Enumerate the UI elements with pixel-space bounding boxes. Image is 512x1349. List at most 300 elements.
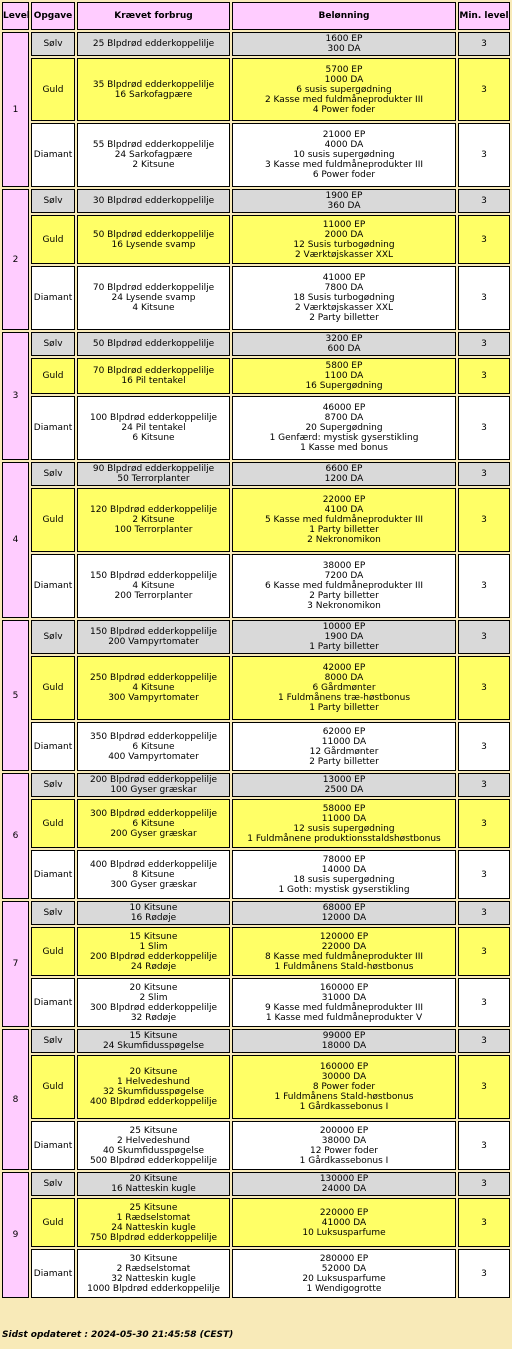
table-row [2, 554, 510, 618]
requirement-line: 20 Kitsune [129, 1067, 178, 1077]
reward-line: 1 Fuldmånens Stald-høstbonus [274, 961, 414, 972]
min-level-cell: 3 [458, 189, 510, 213]
requirement-line: 4 Kitsune [132, 303, 175, 313]
reward-line: 6 Gårdmønter [312, 683, 376, 693]
requirement-cell [77, 189, 230, 213]
min-level-cell: 3 [458, 901, 510, 925]
min-level-cell: 3 [458, 123, 510, 187]
reward-line: 78000 EP [322, 854, 366, 865]
requirement-line: 100 Terrorplanter [114, 525, 193, 535]
task-cell: Diamant [31, 850, 75, 899]
requirement-line: 16 Pil tentakel [121, 376, 186, 386]
task-cell: Diamant [31, 396, 75, 460]
requirement-cell [77, 358, 230, 394]
requirement-cell [77, 978, 230, 1027]
requirement-line: 1000 Blpdrød edderkoppelilje [87, 1283, 220, 1294]
reward-cell [232, 722, 456, 771]
reward-cell [232, 488, 456, 552]
requirement-cell [77, 332, 230, 356]
requirement-cell [77, 1055, 230, 1119]
reward-line: 18000 DA [321, 1041, 367, 1051]
task-cell: Guld [31, 488, 75, 552]
reward-line: 22000 EP [322, 495, 366, 505]
requirement-line: 6 Kitsune [132, 818, 175, 829]
reward-line: 3 Kasse med fuldmåneprodukter III [264, 160, 424, 170]
reward-cell [232, 1121, 456, 1170]
requirement-line: 300 Blpdrød edderkoppelilje [89, 808, 218, 819]
requirement-line: 150 Blpdrød edderkoppelilje [89, 627, 218, 637]
requirement-cell [77, 773, 230, 797]
requirement-line: 24 Rødøje [130, 961, 177, 972]
reward-line: 1600 EP [325, 34, 363, 44]
min-level-cell: 3 [458, 266, 510, 330]
reward-cell [232, 850, 456, 899]
requirement-line: 100 Gyser græskar [110, 785, 197, 795]
task-cell: Guld [31, 799, 75, 848]
reward-line: 1 Party billetter [309, 703, 379, 713]
reward-cell [232, 1249, 456, 1298]
min-level-cell: 3 [458, 850, 510, 899]
reward-line: 220000 EP [319, 1207, 369, 1218]
reward-cell [232, 901, 456, 925]
reward-line: 280000 EP [319, 1253, 369, 1264]
requirement-line: 350 Blpdrød edderkoppelilje [89, 731, 218, 742]
reward-line: 42000 EP [322, 663, 366, 673]
min-level-cell: 3 [458, 358, 510, 394]
reward-cell [232, 32, 456, 56]
task-cell: Sølv [31, 462, 75, 486]
reward-cell [232, 1172, 456, 1196]
reward-cell [232, 396, 456, 460]
requirement-line: 90 Blpdrød edderkoppelilje [92, 464, 215, 474]
reward-line: 1 Genfærd: mystisk gyserstikling [269, 433, 419, 443]
requirement-line: 500 Blpdrød edderkoppelilje [89, 1155, 218, 1166]
reward-line: 1900 EP [325, 191, 363, 201]
last-updated: Sidst opdateret : 2024-05-30 21:45:58 (CEST) [2, 1330, 234, 1340]
reward-line: 130000 EP [319, 1174, 369, 1184]
reward-line: 9 Kasse med fuldmåneprodukter III [264, 1002, 424, 1013]
requirement-line: 8 Kitsune [132, 869, 175, 880]
requirement-line: 16 Natteskin kugle [111, 1184, 196, 1194]
requirement-cell [77, 488, 230, 552]
requirement-line: 200 Terrorplanter [114, 591, 193, 601]
requirement-line: 400 Vampyrtomater [108, 751, 199, 762]
requirement-line: 250 Blpdrød edderkoppelilje [89, 673, 218, 683]
requirement-line: 300 Blpdrød edderkoppelilje [89, 1002, 218, 1013]
table-row [2, 799, 510, 848]
reward-line: 1 Gårdkassebonus I [299, 1102, 389, 1112]
task-cell: Diamant [31, 554, 75, 618]
reward-line: 1 Fuldmånene produktionsstaldshøstbonus [247, 833, 441, 844]
reward-line: 1 Wendigogrotte [306, 1283, 382, 1294]
requirement-line: 200 Vampyrtomater [108, 637, 199, 647]
reward-cell [232, 1029, 456, 1053]
table-row [2, 488, 510, 552]
requirement-line: 2 Helvedeshund [116, 1135, 191, 1146]
task-cell: Diamant [31, 978, 75, 1027]
reward-cell [232, 58, 456, 121]
requirement-cell [77, 927, 230, 976]
table-body [2, 32, 510, 1298]
min-level-cell: 3 [458, 332, 510, 356]
reward-line: 120000 EP [319, 931, 369, 942]
requirement-line: 200 Blpdrød edderkoppelilje [89, 775, 218, 785]
requirement-line: 16 Lysende svamp [111, 239, 196, 250]
reward-line: 200000 EP [319, 1125, 369, 1136]
requirement-line: 15 Kitsune [129, 931, 178, 942]
min-level-cell: 3 [458, 462, 510, 486]
requirement-cell [77, 901, 230, 925]
requirement-line: 1 Helvedeshund [116, 1077, 191, 1087]
min-level-cell: 3 [458, 215, 510, 264]
task-cell: Diamant [31, 266, 75, 330]
task-cell: Sølv [31, 773, 75, 797]
task-cell: Sølv [31, 1172, 75, 1196]
reward-line: 31000 DA [321, 992, 367, 1003]
task-cell: Guld [31, 1055, 75, 1119]
reward-line: 5700 EP [325, 64, 363, 75]
table-row [2, 722, 510, 771]
task-cell: Diamant [31, 1121, 75, 1170]
requirement-line: 4 Kitsune [132, 581, 175, 591]
reward-line: 41000 EP [322, 273, 366, 283]
reward-line: 11000 DA [321, 813, 367, 824]
task-cell: Diamant [31, 722, 75, 771]
task-cell: Guld [31, 358, 75, 394]
requirement-line: 50 Blpdrød edderkoppelilje [92, 339, 215, 349]
requirement-line: 30 Kitsune [129, 1253, 178, 1264]
header-row [2, 2, 510, 30]
reward-line: 2000 DA [324, 229, 364, 240]
reward-line: 1 Fuldmånens træ-høstbonus [277, 693, 411, 703]
requirement-line: 2 Rædselstomat [116, 1263, 191, 1274]
reward-line: 6600 EP [325, 464, 363, 474]
table-row [2, 850, 510, 899]
task-cell: Sølv [31, 620, 75, 654]
min-level-cell: 3 [458, 1172, 510, 1196]
reward-line: 300 DA [327, 44, 361, 54]
min-level-cell: 3 [458, 396, 510, 460]
reward-line: 2500 DA [324, 785, 364, 795]
requirement-cell [77, 850, 230, 899]
requirement-line: 32 Natteskin kugle [111, 1273, 196, 1284]
requirement-line: 15 Kitsune [129, 1031, 178, 1041]
requirement-line: 50 Blpdrød edderkoppelilje [92, 229, 215, 240]
requirement-line: 1 Slim [139, 941, 168, 952]
requirement-line: 120 Blpdrød edderkoppelilje [89, 505, 218, 515]
reward-line: 8000 DA [324, 673, 364, 683]
task-cell: Guld [31, 927, 75, 976]
table-row [2, 656, 510, 720]
table-row [2, 1172, 510, 1196]
task-cell: Guld [31, 1198, 75, 1247]
reward-line: 58000 EP [322, 803, 366, 814]
reward-line: 2 Kasse med fuldmåneprodukter III [264, 94, 424, 105]
min-level-cell: 3 [458, 32, 510, 56]
reward-line: 12 susis supergødning [293, 823, 395, 834]
requirement-line: 2 Kitsune [132, 515, 175, 525]
level-cell: 7 [2, 901, 29, 1027]
requirement-cell [77, 266, 230, 330]
min-level-cell: 3 [458, 488, 510, 552]
min-level-cell: 3 [458, 1029, 510, 1053]
requirement-cell [77, 123, 230, 187]
requirement-line: 32 Skumfidusspøgelse [102, 1087, 205, 1097]
reward-line: 38000 DA [321, 1135, 367, 1146]
reward-line: 1000 DA [324, 74, 364, 85]
reward-line: 41000 DA [321, 1217, 367, 1228]
requirement-line: 1 Rædselstomat [116, 1212, 191, 1223]
requirement-cell [77, 462, 230, 486]
header-min-level: Min. level [458, 2, 510, 30]
table-row [2, 773, 510, 797]
reward-cell [232, 1198, 456, 1247]
reward-line: 14000 DA [321, 864, 367, 875]
requirement-line: 300 Gyser græskar [110, 879, 197, 890]
reward-line: 12000 DA [321, 913, 367, 923]
table-row [2, 927, 510, 976]
requirement-line: 750 Blpdrød edderkoppelilje [89, 1232, 218, 1243]
task-cell: Sølv [31, 32, 75, 56]
requirement-line: 55 Blpdrød edderkoppelilje [92, 140, 215, 150]
reward-line: 20 Supergødning [305, 423, 383, 433]
table-row [2, 215, 510, 264]
reward-line: 1 Party billetter [309, 525, 379, 535]
reward-line: 10000 EP [322, 622, 366, 632]
requirement-line: 35 Blpdrød edderkoppelilje [92, 79, 215, 90]
requirement-line: 70 Blpdrød edderkoppelilje [92, 366, 215, 376]
requirement-line: 6 Kitsune [132, 433, 175, 443]
requirement-line: 20 Kitsune [129, 1174, 178, 1184]
min-level-cell: 3 [458, 656, 510, 720]
reward-line: 18 susis supergødning [293, 874, 395, 885]
requirement-line: 16 Sarkofagpære [114, 89, 193, 100]
reward-line: 7800 DA [324, 283, 364, 293]
reward-line: 1 Gårdkassebonus I [299, 1155, 389, 1166]
reward-line: 6 susis supergødning [296, 84, 392, 95]
reward-line: 1 Kasse med fuldmåneprodukter V [265, 1012, 423, 1023]
requirement-line: 4 Kitsune [132, 683, 175, 693]
task-cell: Diamant [31, 1249, 75, 1298]
task-cell: Guld [31, 215, 75, 264]
min-level-cell: 3 [458, 799, 510, 848]
requirement-cell [77, 58, 230, 121]
reward-cell [232, 620, 456, 654]
requirement-cell [77, 1121, 230, 1170]
reward-cell [232, 215, 456, 264]
requirement-line: 25 Blpdrød edderkoppelilje [92, 39, 215, 49]
reward-line: 2 Værktøjskasser XXL [294, 303, 394, 313]
reward-line: 8 Power foder [312, 1082, 376, 1092]
min-level-cell: 3 [458, 554, 510, 618]
min-level-cell: 3 [458, 927, 510, 976]
requirement-line: 25 Kitsune [129, 1125, 178, 1136]
level-cell: 5 [2, 620, 29, 771]
header-level: Level [2, 2, 29, 30]
min-level-cell: 3 [458, 58, 510, 121]
requirement-cell [77, 1029, 230, 1053]
reward-line: 1200 DA [324, 474, 364, 484]
reward-line: 2 Party billetter [309, 313, 379, 323]
reward-line: 5 Kasse med fuldmåneprodukter III [264, 515, 424, 525]
requirement-line: 30 Blpdrød edderkoppelilje [92, 196, 215, 206]
requirement-line: 24 Skumfidusspøgelse [102, 1041, 205, 1051]
requirement-line: 300 Vampyrtomater [108, 693, 199, 703]
reward-line: 1100 DA [324, 371, 364, 381]
reward-line: 30000 DA [321, 1072, 367, 1082]
requirement-line: 20 Kitsune [129, 982, 178, 993]
reward-line: 22000 DA [321, 941, 367, 952]
reward-cell [232, 554, 456, 618]
requirement-line: 400 Blpdrød edderkoppelilje [89, 1097, 218, 1107]
requirement-line: 10 Kitsune [129, 903, 178, 913]
reward-cell [232, 123, 456, 187]
level-cell: 8 [2, 1029, 29, 1170]
header-reward: Belønning [232, 2, 456, 30]
table-row [2, 901, 510, 925]
requirement-cell [77, 1172, 230, 1196]
table-row [2, 332, 510, 356]
reward-cell [232, 1055, 456, 1119]
reward-line: 16 Supergødning [305, 381, 383, 391]
min-level-cell: 3 [458, 1121, 510, 1170]
reward-line: 3200 EP [325, 334, 363, 344]
requirement-line: 200 Gyser græskar [110, 828, 197, 839]
reward-line: 8 Kasse med fuldmåneprodukter III [264, 951, 424, 962]
table-row [2, 123, 510, 187]
reward-line: 21000 EP [322, 130, 366, 140]
requirement-cell [77, 1198, 230, 1247]
task-cell: Sølv [31, 189, 75, 213]
requirement-line: 150 Blpdrød edderkoppelilje [89, 571, 218, 581]
requirement-cell [77, 1249, 230, 1298]
requirement-line: 25 Kitsune [129, 1202, 178, 1213]
min-level-cell: 3 [458, 722, 510, 771]
reward-line: 6 Kasse med fuldmåneprodukter III [264, 581, 424, 591]
reward-line: 1 Kasse med bonus [300, 443, 388, 453]
table-row [2, 1249, 510, 1298]
reward-cell [232, 462, 456, 486]
header-task: Opgave [31, 2, 75, 30]
min-level-cell: 3 [458, 1198, 510, 1247]
reward-cell [232, 358, 456, 394]
requirement-line: 24 Pil tentakel [121, 423, 186, 433]
reward-line: 12 Susis turbogødning [293, 239, 395, 250]
reward-line: 46000 EP [322, 403, 366, 413]
requirement-cell [77, 620, 230, 654]
reward-line: 160000 EP [319, 1062, 369, 1072]
reward-line: 2 Nekronomikon [307, 535, 381, 545]
task-cell: Guld [31, 58, 75, 121]
requirement-line: 2 Slim [139, 992, 168, 1003]
reward-line: 6 Power foder [312, 170, 376, 180]
reward-line: 1 Party billetter [309, 642, 379, 652]
reward-line: 1 Fuldmånens Stald-høstbonus [274, 1092, 414, 1102]
reward-line: 7200 DA [324, 571, 364, 581]
reward-line: 4 Power foder [312, 104, 376, 115]
table-row [2, 396, 510, 460]
reward-cell [232, 978, 456, 1027]
table-row [2, 1198, 510, 1247]
table-row [2, 1055, 510, 1119]
requirement-line: 24 Lysende svamp [111, 293, 196, 303]
task-cell: Diamant [31, 123, 75, 187]
table-row [2, 1029, 510, 1053]
requirement-cell [77, 396, 230, 460]
requirement-line: 6 Kitsune [132, 741, 175, 752]
reward-cell [232, 773, 456, 797]
reward-line: 360 DA [327, 201, 361, 211]
reward-line: 62000 EP [322, 726, 366, 737]
table-row [2, 620, 510, 654]
reward-line: 52000 DA [321, 1263, 367, 1274]
reward-line: 8700 DA [324, 413, 364, 423]
min-level-cell: 3 [458, 1249, 510, 1298]
task-cell: Sølv [31, 901, 75, 925]
requirement-cell [77, 799, 230, 848]
requirement-line: 2 Kitsune [132, 160, 175, 170]
requirement-line: 70 Blpdrød edderkoppelilje [92, 283, 215, 293]
task-cell: Guld [31, 656, 75, 720]
reward-line: 4100 DA [324, 505, 364, 515]
reward-line: 11000 EP [322, 219, 366, 230]
requirement-line: 24 Natteskin kugle [111, 1222, 196, 1233]
table-row [2, 1121, 510, 1170]
reward-line: 10 Luksusparfume [302, 1227, 386, 1238]
requirement-line: 50 Terrorplanter [117, 474, 190, 484]
min-level-cell: 3 [458, 620, 510, 654]
requirement-line: 32 Rødøje [130, 1012, 177, 1023]
reward-line: 10 susis supergødning [293, 150, 395, 160]
min-level-cell: 3 [458, 773, 510, 797]
reward-line: 99000 EP [322, 1031, 366, 1041]
reward-cell [232, 266, 456, 330]
reward-line: 1900 DA [324, 632, 364, 642]
level-cell: 9 [2, 1172, 29, 1298]
reward-line: 13000 EP [322, 775, 366, 785]
table-row [2, 358, 510, 394]
reward-cell [232, 189, 456, 213]
level-cell: 1 [2, 32, 29, 187]
reward-cell [232, 656, 456, 720]
level-cell: 3 [2, 332, 29, 460]
reward-line: 3 Nekronomikon [307, 601, 381, 611]
reward-line: 160000 EP [319, 982, 369, 993]
requirement-cell [77, 656, 230, 720]
requirement-line: 200 Blpdrød edderkoppelilje [89, 951, 218, 962]
table-row [2, 189, 510, 213]
requirement-line: 40 Skumfidusspøgelse [102, 1145, 205, 1156]
reward-line: 2 Party billetter [309, 756, 379, 767]
reward-line: 68000 EP [322, 903, 366, 913]
reward-line: 12 Power foder [309, 1145, 378, 1156]
table-row [2, 32, 510, 56]
reward-line: 11000 DA [321, 736, 367, 747]
table-row [2, 978, 510, 1027]
reward-cell [232, 799, 456, 848]
reward-line: 38000 EP [322, 561, 366, 571]
reward-line: 18 Susis turbogødning [293, 293, 395, 303]
min-level-cell: 3 [458, 978, 510, 1027]
table-row [2, 266, 510, 330]
requirement-line: 24 Sarkofagpære [114, 150, 193, 160]
reward-cell [232, 927, 456, 976]
min-level-cell: 3 [458, 1055, 510, 1119]
requirement-cell [77, 554, 230, 618]
requirement-cell [77, 722, 230, 771]
reward-line: 1 Goth: mystisk gyserstikling [278, 884, 410, 895]
task-cell: Sølv [31, 1029, 75, 1053]
